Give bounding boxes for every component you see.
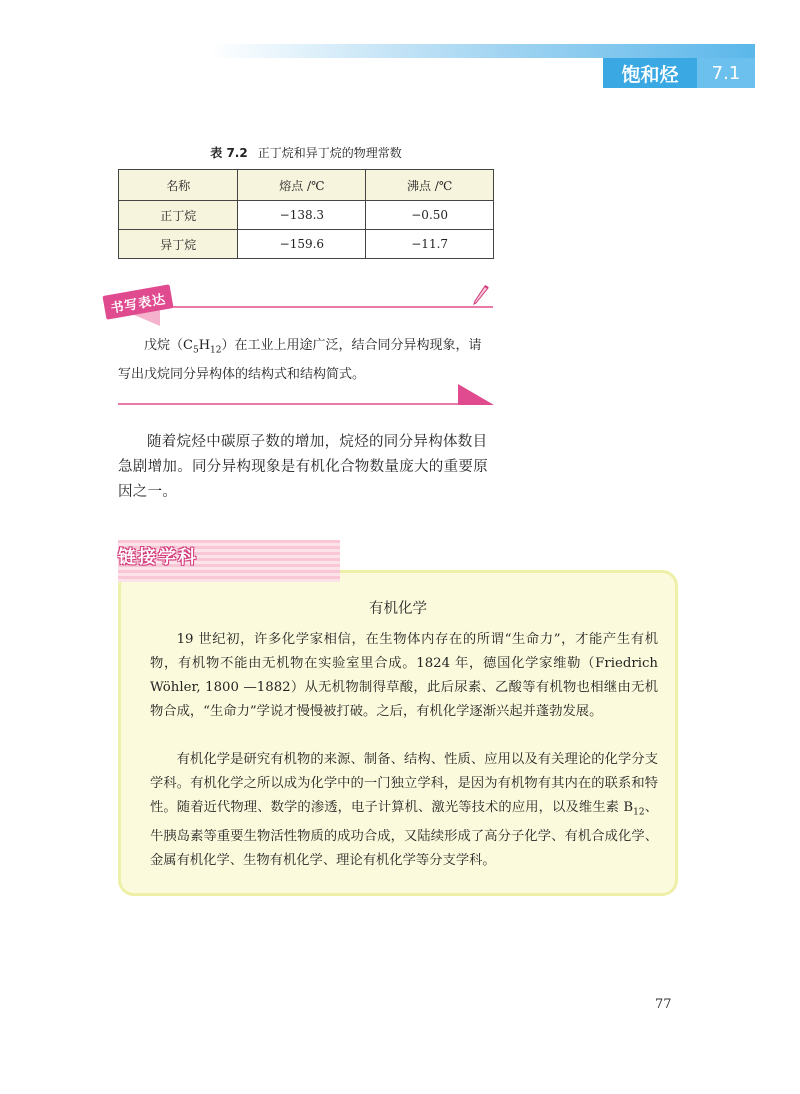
formula-c-subscript: 5 <box>192 345 199 356</box>
section-number: 7.1 <box>697 58 755 88</box>
column-header-melting-point: 熔点 /℃ <box>238 170 366 201</box>
writing-box-top-rule <box>160 306 493 308</box>
column-header-boiling-point: 沸点 /℃ <box>366 170 494 201</box>
writing-box-bottom-rule <box>118 403 458 405</box>
page-number: 77 <box>655 997 672 1012</box>
table-row <box>119 201 494 230</box>
column-header-name: 名称 <box>119 170 238 201</box>
table-cell: 正丁烷 <box>119 201 238 230</box>
table-caption <box>118 144 494 161</box>
writing-badge: 书写表达 <box>102 284 173 319</box>
pencil-icon <box>472 283 490 305</box>
table-row <box>119 230 494 259</box>
writing-prompt <box>118 334 494 387</box>
table-cell: 异丁烷 <box>119 230 238 259</box>
chapter-tab <box>603 58 755 88</box>
physical-constants-table <box>118 169 494 259</box>
vitamin-subscript: 12 <box>633 807 645 818</box>
pentane-formula <box>183 338 222 356</box>
table-cell: −11.7 <box>366 230 494 259</box>
link-paragraph-1: 19 世纪初，许多化学家相信，在生物体内存在的所谓“生命力”，才能产生有机物，有机物不能由无机物在实验室里合成。1824 年，德国化学家维勒（Friedrich Wöhler, 1800 —1882）从无机物制得草酸，此后尿素、乙酸等有机物也相继由无机物合成，“生命力”学说才慢慢被打破。之后，有机化学逐渐兴起并蓬勃发展。 <box>150 632 658 719</box>
formula-c: C <box>183 338 193 353</box>
table-label: 表 7.2 <box>210 146 248 160</box>
para2-text-after: 、牛胰岛素等重要生物活性物质的成功合成，又陆续形成了高分子化学、有机合成化学、金属有机化学、生物有机化学、理论有机化学等分支学科。 <box>150 800 659 868</box>
body-paragraph: 随着烷烃中碳原子数的增加，烷烃的同分异构体数目急剧增加。同分异构现象是有机化合物数量庞大的重要原因之一。 <box>118 434 488 500</box>
formula-h-subscript: 12 <box>210 345 222 356</box>
link-section-title: 有机化学 <box>369 601 427 617</box>
formula-h: H <box>198 338 211 353</box>
chapter-title: 饱和烃 <box>603 58 697 88</box>
table-cell: −138.3 <box>238 201 366 230</box>
table-caption-text: 正丁烷和异丁烷的物理常数 <box>257 146 402 160</box>
writing-box-bottom-triangle <box>458 384 494 405</box>
link-section-header: 链接学科 <box>118 547 198 568</box>
table-header-row <box>119 170 494 201</box>
table-cell: −159.6 <box>238 230 366 259</box>
writing-text-after: ）在工业上用途广泛，结合同分异构现象，请写出戊烷同分异构体的结构式和结构简式。 <box>118 338 482 382</box>
link-paragraph-2 <box>150 748 658 873</box>
table-cell: −0.50 <box>366 201 494 230</box>
writing-text-before: 戊烷（ <box>144 338 184 353</box>
header-gradient-bar <box>210 44 755 58</box>
para2-text-before: 有机化学是研究有机物的来源、制备、结构、性质、应用以及有关理论的化学分支学科。有机化学之所以成为化学中的一门独立学科，是因为有机物有其内在的联系和特性。随着近代物理、数学的渗透，电子计算机、激光等技术的应用，以及维生素 B <box>150 752 658 815</box>
